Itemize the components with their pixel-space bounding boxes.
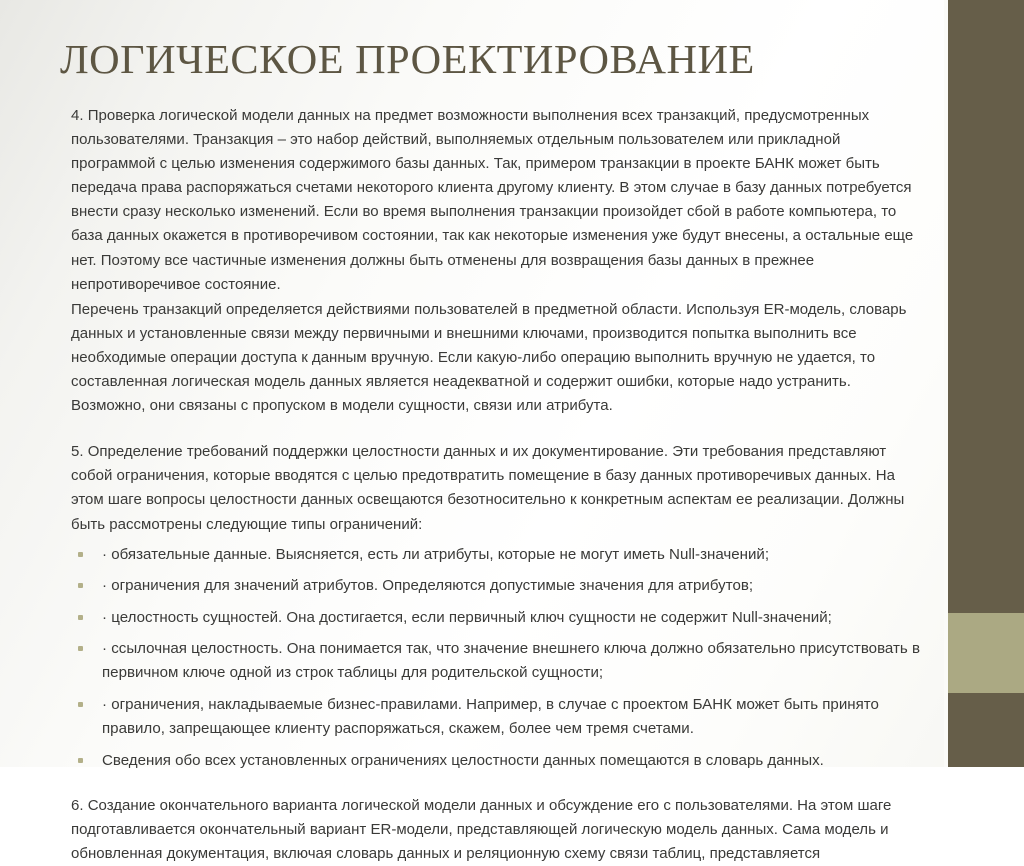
list-item-label: · целостность сущностей. Она достигается, если первичный ключ сущности не содержит Null-значений; <box>102 608 832 626</box>
slide-body <box>71 104 927 866</box>
paragraph-step-4-continued: Перечень транзакций определяется действиями пользователей в предметной области. Используя ER-модель, словарь данных и установленные связи между первичными и внешними ключами, производится попытка выполнить все необходимые операции доступа к данным вручную. Если какую-либо операцию выполнить вручную не удается, то составленная логическая модель данных является неадекватной и содержит ошибки, которые надо устранить. Возможно, они связаны с пропуском в модели сущности, связи или атрибута. <box>71 300 907 415</box>
list-item <box>71 693 927 741</box>
bullet-dot-icon <box>78 646 83 651</box>
bullet-dot-icon <box>78 615 83 620</box>
page-title: ЛОГИЧЕСКОЕ ПРОЕКТИРОВАНИЕ <box>60 36 755 82</box>
list-item-label: · обязательные данные. Выясняется, есть ли атрибуты, которые не могут иметь Null-значений; <box>102 545 770 563</box>
bullet-dot-icon <box>78 758 83 763</box>
list-item <box>71 606 927 630</box>
bullet-dot-icon <box>78 552 83 557</box>
list-item <box>71 574 927 598</box>
list-item <box>71 637 927 685</box>
list-item <box>71 543 927 567</box>
bullet-dot-icon <box>78 583 83 588</box>
constraint-types-list <box>71 543 927 773</box>
bullet-dot-icon <box>78 702 83 707</box>
paragraph-step-5: 5. Определение требований поддержки целостности данных и их документирование. Эти требования представляют собой ограничения, которые вводятся с целью предотвратить помещение в базу данных противоречивых данных. На этом шаге вопросы целостности данных освещаются безотносительно к конкретным аспектам ее реализации. Должны быть рассмотрены следующие типы ограничений: <box>71 443 905 533</box>
list-item-label: · ограничения для значений атрибутов. Определяются допустимые значения для атрибутов; <box>102 577 754 595</box>
list-item <box>71 749 927 773</box>
sidebar-accent-block <box>948 613 1024 693</box>
paragraph-step-6: 6. Создание окончательного варианта логической модели данных и обсуждение его с пользователями. На этом шаге подготавливается окончательный вариант ER-модели, представляющей логическую модель данных. Сама модель и обновленная документация, включая словарь данных и реляционную схему связи таблиц, представляется <box>71 796 892 863</box>
list-item-label: · ограничения, накладываемые бизнес-правилами. Например, в случае с проектом БАНК может быть принято правило, запрещающее клиенту распоряжаться, скажем, более чем тремя счетами. <box>102 696 879 738</box>
list-item-label: Сведения обо всех установленных ограничениях целостности данных помещаются в словарь данных. <box>102 751 824 769</box>
paragraph-step-4: 4. Проверка логической модели данных на предмет возможности выполнения всех транзакций, предусмотренных пользователями. Транзакция – это набор действий, выполняемых отдельным пользователем или прикладной программой с целью изменения содержимого базы данных. Так, примером транзакции в проекте БАНК может быть передача права распоряжаться счетами некоторого клиента другому клиенту. В этом случае в базу данных потребуется внести сразу несколько изменений. Если во время выполнения транзакции произойдет сбой в работе компьютера, то база данных окажется в противоречивом состоянии, так как некоторые изменения уже будут внесены, а остальные еще нет. Поэтому все частичные изменения должны быть отменены для возвращения базы данных в прежнее непротиворечивое состояние. <box>71 107 914 293</box>
list-item-label: · ссылочная целостность. Она понимается так, что значение внешнего ключа должно обязательно присутствовать в первичном ключе одной из строк таблицы для родительской сущности; <box>102 640 920 682</box>
